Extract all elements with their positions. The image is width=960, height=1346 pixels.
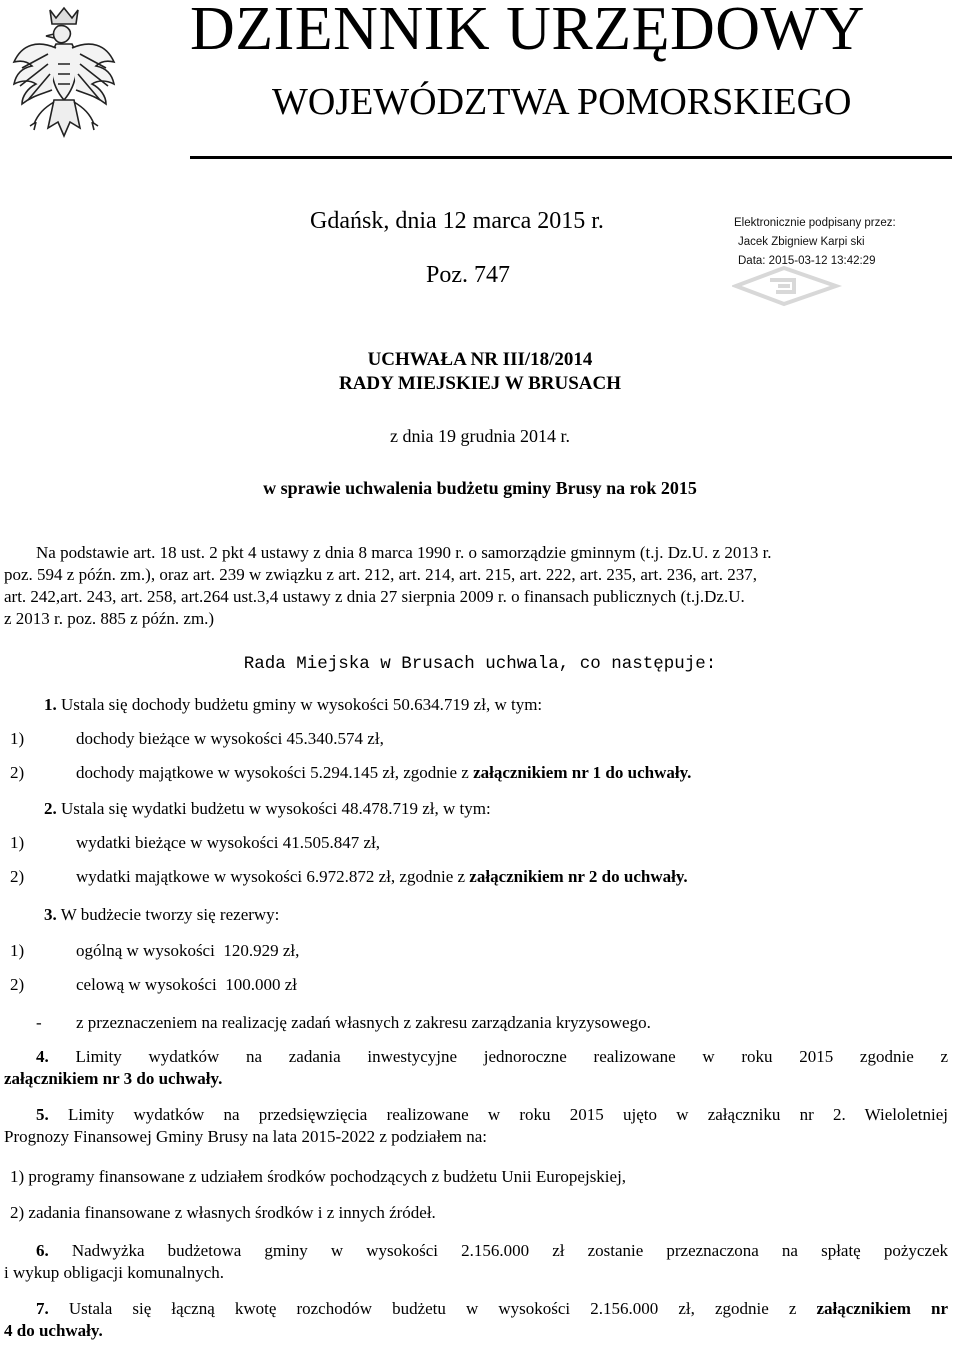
section-6-line-2: i wykup obligacji komunalnych. — [4, 1263, 225, 1282]
section-1 — [44, 694, 542, 716]
preamble-line-4: z 2013 r. poz. 885 z późn. zm.) — [4, 609, 215, 628]
preamble-line-1: Na podstawie art. 18 ust. 2 pkt 4 ustawy z dnia 8 marca 1990 r. o samorządzie gminnym (t.j. Dz.U. z 2013 r. — [36, 543, 772, 562]
journal-title: DZIENNIK URZĘDOWY — [190, 0, 865, 63]
item-text: dochody majątkowe w wysokości 5.294.145 zł, zgodnie z — [76, 763, 474, 782]
item-dash: - — [36, 1013, 42, 1032]
signature-line-signed-by: Elektronicznie podpisany przez: — [734, 217, 896, 229]
section-7-line-1 — [4, 1298, 948, 1320]
list-item: 2) zadania finansowane z własnych środków i z innych źródeł. — [10, 1203, 436, 1222]
attachment-reference: załącznikiem nr 1 do uchwały. — [473, 763, 692, 782]
section-2-mark: 2. — [44, 799, 57, 818]
list-item — [10, 728, 384, 750]
item-number: 1) — [10, 941, 25, 960]
position-number: Poz. 747 — [426, 262, 510, 288]
attachment-reference: załącznikiem nr 2 do uchwały. — [469, 867, 688, 886]
item-text: wydatki bieżące w wysokości 41.505.847 zł, — [76, 833, 381, 852]
section-7-mark: 7. — [36, 1299, 49, 1318]
publication-date: Gdańsk, dnia 12 marca 2015 r. — [310, 208, 604, 234]
coat-of-arms-eagle — [8, 4, 120, 152]
section-7 — [4, 1298, 948, 1342]
item-text: z przeznaczeniem na realizację zadań własnych z zakresu zarządzania kryzysowego. — [76, 1013, 651, 1032]
section-7-text: Ustala się łączną kwotę rozchodów budżetu w wysokości 2.156.000 zł, zgodnie z — [68, 1299, 817, 1318]
section-4-line-2 — [4, 1068, 948, 1090]
list-item — [36, 1012, 651, 1034]
resolution-date: z dnia 19 grudnia 2014 r. — [390, 426, 570, 446]
section-2-text: Ustala się wydatki budżetu w wysokości 48.478.719 zł, w tym: — [61, 799, 491, 818]
signature-line-date: Data: 2015-03-12 13:42:29 — [738, 255, 876, 267]
section-4-line-1 — [4, 1046, 948, 1068]
item-number: 1) — [10, 833, 25, 852]
attachment-reference: załącznikiem nr — [816, 1299, 948, 1318]
preamble — [4, 542, 948, 630]
item-text: dochody bieżące w wysokości 45.340.574 zł, — [76, 729, 384, 748]
resolution-title: UCHWAŁA NR III/18/2014 — [367, 349, 593, 370]
item-number: 2) — [10, 867, 25, 886]
section-6-line-1 — [4, 1240, 948, 1262]
section-6-text: Nadwyżka budżetowa gminy w wysokości 2.156.000 zł zostanie przeznaczona na spłatę pożyczek — [71, 1241, 948, 1260]
section-4 — [4, 1046, 948, 1090]
signature-line-signer: Jacek Zbigniew Karpi ski — [738, 236, 865, 248]
section-6-mark: 6. — [36, 1241, 49, 1260]
council-resolves: Rada Miejska w Brusach uchwala, co następuje: — [243, 654, 717, 674]
section-5-mark: 5. — [36, 1105, 49, 1124]
section-4-mark: 4. — [36, 1047, 49, 1066]
section-1-mark: 1. — [44, 695, 57, 714]
resolution-body: RADY MIEJSKIEJ W BRUSACH — [338, 373, 622, 394]
resolution-subject: w sprawie uchwalenia budżetu gminy Brusy na rok 2015 — [263, 478, 697, 498]
list-item — [10, 940, 299, 962]
journal-subtitle: WOJEWÓDZTWA POMORSKIEGO — [272, 81, 852, 123]
header-divider — [190, 156, 952, 159]
list-item — [10, 974, 297, 996]
signature-watermark-icon — [732, 262, 842, 308]
item-number: 1) — [10, 729, 25, 748]
section-1-text: Ustala się dochody budżetu gminy w wysokości 50.634.719 zł, w tym: — [61, 695, 543, 714]
section-4-text: Limity wydatków na zadania inwestycyjne jednoroczne realizowane w roku 2015 zgodnie z — [75, 1047, 948, 1066]
item-text: ogólną w wysokości 120.929 zł, — [76, 941, 300, 960]
list-item: 1) programy finansowane z udziałem środków pochodzących z budżetu Unii Europejskiej, — [10, 1167, 627, 1186]
section-5-line-2: Prognozy Finansowej Gminy Brusy na lata 2015-2022 z podziałem na: — [4, 1127, 487, 1146]
list-item — [10, 762, 691, 784]
item-number: 2) — [10, 763, 25, 782]
section-3-text: W budżecie tworzy się rezerwy: — [60, 905, 280, 924]
preamble-line-2: poz. 594 z późn. zm.), oraz art. 239 w związku z art. 212, art. 214, art. 215, art. 222, art. 235, art. 236, art. 237, — [4, 565, 757, 584]
section-3 — [44, 904, 279, 926]
section-6 — [4, 1240, 948, 1284]
list-item — [10, 866, 688, 888]
item-text: wydatki majątkowe w wysokości 6.972.872 zł, zgodnie z — [76, 867, 470, 886]
item-number: 2) — [10, 975, 25, 994]
section-3-mark: 3. — [44, 905, 57, 924]
section-5 — [4, 1104, 948, 1148]
item-text: celową w wysokości 100.000 zł — [76, 975, 297, 994]
list-item — [10, 832, 380, 854]
section-2 — [44, 798, 491, 820]
attachment-reference: 4 do uchwały. — [4, 1321, 103, 1340]
section-5-line-1 — [4, 1104, 948, 1126]
section-5-text: Limity wydatków na przedsięwzięcia realizowane w roku 2015 ujęto w załączniku nr 2. Wieloletniej — [67, 1105, 949, 1124]
preamble-line-3: art. 242,art. 243, art. 258, art.264 ust.3,4 ustawy z dnia 27 sierpnia 2009 r. o finansach publicznych (t.j.Dz.U. — [4, 587, 745, 606]
attachment-reference: załącznikiem nr 3 do uchwały. — [4, 1069, 223, 1088]
section-7-line-2 — [4, 1320, 948, 1342]
